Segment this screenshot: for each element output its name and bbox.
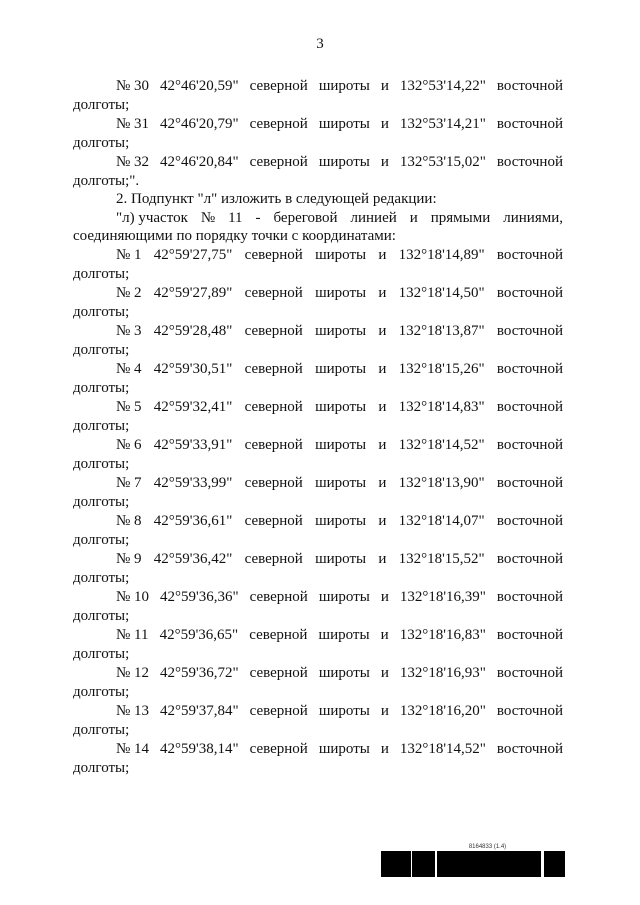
north-word: северной xyxy=(244,247,303,263)
barcode-bar xyxy=(477,851,478,877)
barcode-bar xyxy=(432,851,433,877)
latitude-word: широты xyxy=(318,154,370,170)
latitude-value: 42°59'36,42" xyxy=(153,551,233,567)
latitude-value: 42°46'20,79" xyxy=(160,116,239,132)
longitude-word: долготы; xyxy=(73,722,130,738)
barcode-bar xyxy=(417,851,420,877)
longitude-word: долготы; xyxy=(73,760,130,776)
latitude-value: 42°59'30,51" xyxy=(153,361,233,377)
east-word: восточной xyxy=(496,475,563,491)
and-word: и xyxy=(380,703,389,719)
east-word: восточной xyxy=(496,741,563,757)
barcode-bar xyxy=(394,851,397,877)
barcode-bar xyxy=(455,851,457,877)
barcode-bar xyxy=(548,851,549,877)
latitude-word: широты xyxy=(318,627,370,643)
coordinate-line xyxy=(73,739,563,760)
longitude-word: долготы; xyxy=(73,532,130,548)
coordinate-entry xyxy=(73,114,563,152)
barcode-bar xyxy=(424,851,427,877)
barcode-bar xyxy=(462,851,463,877)
longitude-value: 132°18'13,90" xyxy=(398,475,485,491)
latitude-word: широты xyxy=(318,703,370,719)
coordinate-entry xyxy=(73,625,563,663)
intro-word: прямыми xyxy=(430,210,491,226)
latitude-value: 42°46'20,84" xyxy=(160,154,239,170)
barcode-bar xyxy=(527,851,530,877)
intro-word: № xyxy=(200,210,216,226)
barcode-bar xyxy=(487,851,488,877)
barcode-bar xyxy=(406,851,408,877)
longitude-value: 132°18'14,89" xyxy=(398,247,485,263)
east-word: восточной xyxy=(496,285,563,301)
longitude-value: 132°53'14,21" xyxy=(399,116,486,132)
coordinate-line xyxy=(73,114,563,135)
coordinate-line xyxy=(73,435,563,456)
north-word: северной xyxy=(249,627,308,643)
north-word: северной xyxy=(249,154,308,170)
longitude-value: 132°18'14,50" xyxy=(398,285,485,301)
barcode-bar xyxy=(401,851,404,877)
latitude-value: 42°59'27,75" xyxy=(153,247,233,263)
barcode-bar xyxy=(464,851,466,877)
coordinate-entry xyxy=(73,549,563,587)
longitude-word: долготы; xyxy=(73,304,130,320)
coordinate-line xyxy=(73,321,563,342)
longitude-value: 132°18'14,07" xyxy=(398,513,485,529)
north-word: северной xyxy=(244,513,303,529)
east-word: восточной xyxy=(496,399,563,415)
barcode-bar xyxy=(511,851,514,877)
intro-word: - xyxy=(255,210,261,226)
coordinate-entry xyxy=(73,152,563,190)
coordinate-entry xyxy=(73,397,563,435)
intro-word: и xyxy=(409,210,418,226)
and-word: и xyxy=(380,154,389,170)
longitude-word: долготы;". xyxy=(73,173,140,189)
latitude-word: широты xyxy=(315,247,367,263)
barcode-bar xyxy=(459,851,462,877)
barcode-bar xyxy=(549,851,550,877)
longitude-value: 132°18'16,39" xyxy=(399,589,486,605)
longitude-word: долготы; xyxy=(73,494,130,510)
coordinate-list-1 xyxy=(73,76,563,190)
point-number: № 1 xyxy=(116,247,142,263)
coordinate-line xyxy=(73,76,563,97)
barcode-bar xyxy=(522,851,523,877)
barcode-bar xyxy=(471,851,474,877)
north-word: северной xyxy=(244,437,303,453)
longitude-value: 132°18'14,52" xyxy=(398,437,485,453)
point-number: № 3 xyxy=(116,323,142,339)
coordinate-line xyxy=(73,473,563,494)
barcode-bar xyxy=(405,851,406,877)
intro-word: линией xyxy=(350,210,397,226)
and-word: и xyxy=(378,475,387,491)
north-word: северной xyxy=(249,589,308,605)
intro-word: береговой xyxy=(273,210,338,226)
barcode-bar xyxy=(539,851,540,877)
barcode-bar xyxy=(382,851,384,877)
coordinate-line xyxy=(73,397,563,418)
latitude-value: 42°59'32,41" xyxy=(153,399,233,415)
barcode-bar xyxy=(509,851,511,877)
point-number: № 10 xyxy=(116,589,150,605)
and-word: и xyxy=(378,399,387,415)
latitude-value: 42°59'36,72" xyxy=(160,665,239,681)
document-barcode xyxy=(380,843,565,877)
latitude-value: 42°59'33,91" xyxy=(153,437,233,453)
point-number: № 14 xyxy=(116,741,150,757)
longitude-word: долготы; xyxy=(73,97,130,113)
barcode-label: 8164833 (1.4) xyxy=(468,844,507,850)
north-word: северной xyxy=(244,361,303,377)
north-word: северной xyxy=(244,551,303,567)
coordinate-line xyxy=(73,701,563,722)
barcode-bar xyxy=(536,851,538,877)
barcode-bar xyxy=(530,851,531,877)
latitude-word: широты xyxy=(315,475,367,491)
latitude-word: широты xyxy=(318,116,370,132)
barcode-bar xyxy=(457,851,459,877)
longitude-value: 132°53'15,02" xyxy=(399,154,486,170)
and-word: и xyxy=(380,627,389,643)
and-word: и xyxy=(378,285,387,301)
section-l-intro xyxy=(73,209,563,228)
barcode-bar xyxy=(467,851,470,877)
barcode-bar xyxy=(463,851,464,877)
barcode-bar xyxy=(470,851,471,877)
barcode-bar xyxy=(449,851,452,877)
latitude-value: 42°59'38,14" xyxy=(160,741,239,757)
barcode-bar xyxy=(388,851,391,877)
coordinate-entry xyxy=(73,587,563,625)
latitude-word: широты xyxy=(315,361,367,377)
barcode-bar xyxy=(483,851,485,877)
barcode-bar xyxy=(552,851,554,877)
point-number: № 13 xyxy=(116,703,150,719)
barcode-bar xyxy=(504,851,506,877)
barcode-bar xyxy=(486,851,487,877)
longitude-word: долготы; xyxy=(73,135,130,151)
east-word: восточной xyxy=(496,513,563,529)
latitude-word: широты xyxy=(318,741,370,757)
barcode-bar xyxy=(420,851,422,877)
barcode-bar xyxy=(404,851,405,877)
coordinate-line xyxy=(73,152,563,173)
barcode-bar xyxy=(485,851,486,877)
barcode-bar xyxy=(550,851,552,877)
barcode-bar xyxy=(547,851,548,877)
barcode-bar xyxy=(564,851,565,877)
and-word: и xyxy=(380,665,389,681)
and-word: и xyxy=(378,437,387,453)
east-word: восточной xyxy=(496,78,563,94)
east-word: восточной xyxy=(496,361,563,377)
barcode-bar xyxy=(412,851,414,877)
barcode-bar xyxy=(391,851,394,877)
east-word: восточной xyxy=(496,665,563,681)
north-word: северной xyxy=(249,116,308,132)
barcode-bar xyxy=(506,851,509,877)
barcode-bar xyxy=(523,851,526,877)
and-word: и xyxy=(378,247,387,263)
east-word: восточной xyxy=(496,323,563,339)
barcode-bar xyxy=(437,851,440,877)
north-word: северной xyxy=(249,78,308,94)
point-number: № 11 xyxy=(116,627,149,643)
barcode-bar xyxy=(384,851,385,877)
point-number: № 6 xyxy=(116,437,142,453)
point-number: № 2 xyxy=(116,285,142,301)
and-word: и xyxy=(380,741,389,757)
barcode-image xyxy=(380,851,565,877)
barcode-bar xyxy=(554,851,557,877)
coordinate-line xyxy=(73,625,563,646)
coordinate-entry xyxy=(73,739,563,777)
barcode-bar xyxy=(514,851,517,877)
coordinate-line xyxy=(73,663,563,684)
latitude-word: широты xyxy=(318,589,370,605)
intro-word: линиями, xyxy=(503,210,563,226)
longitude-value: 132°18'16,93" xyxy=(399,665,486,681)
coordinate-entry xyxy=(73,701,563,739)
barcode-bar xyxy=(415,851,417,877)
barcode-bar xyxy=(430,851,432,877)
barcode-bar xyxy=(545,851,547,877)
barcode-bar xyxy=(531,851,533,877)
barcode-bar xyxy=(498,851,501,877)
longitude-word: долготы; xyxy=(73,646,130,662)
latitude-word: широты xyxy=(315,285,367,301)
longitude-value: 132°18'14,52" xyxy=(399,741,486,757)
document-body xyxy=(73,76,563,777)
barcode-bar xyxy=(488,851,490,877)
and-word: и xyxy=(378,361,387,377)
longitude-value: 132°18'15,26" xyxy=(398,361,485,377)
longitude-word: долготы; xyxy=(73,418,130,434)
and-word: и xyxy=(380,589,389,605)
latitude-word: широты xyxy=(315,323,367,339)
barcode-bar xyxy=(474,851,477,877)
and-word: и xyxy=(378,513,387,529)
latitude-value: 42°59'33,99" xyxy=(153,475,233,491)
barcode-bar xyxy=(444,851,446,877)
barcode-bar xyxy=(526,851,527,877)
east-word: восточной xyxy=(496,703,563,719)
north-word: северной xyxy=(244,285,303,301)
coordinate-line xyxy=(73,549,563,570)
barcode-bar xyxy=(517,851,519,877)
longitude-value: 132°18'16,83" xyxy=(399,627,486,643)
barcode-bar xyxy=(490,851,492,877)
paragraph-2-heading: 2. Подпункт "л" изложить в следующей редакции: xyxy=(116,191,437,207)
longitude-value: 132°18'15,52" xyxy=(398,551,485,567)
longitude-word: долготы; xyxy=(73,570,130,586)
north-word: северной xyxy=(244,323,303,339)
latitude-value: 42°59'28,48" xyxy=(153,323,233,339)
coordinate-line xyxy=(73,511,563,532)
barcode-bar xyxy=(397,851,398,877)
point-number: № 8 xyxy=(116,513,142,529)
barcode-bar xyxy=(481,851,483,877)
barcode-bar xyxy=(408,851,410,877)
point-number: № 31 xyxy=(116,116,150,132)
east-word: восточной xyxy=(496,437,563,453)
coordinate-line xyxy=(73,283,563,304)
north-word: северной xyxy=(249,741,308,757)
barcode-bar xyxy=(441,851,444,877)
latitude-value: 42°46'20,59" xyxy=(160,78,239,94)
barcode-bar xyxy=(398,851,401,877)
barcode-bar xyxy=(414,851,415,877)
north-word: северной xyxy=(244,475,303,491)
longitude-word: долготы; xyxy=(73,380,130,396)
coordinate-entry xyxy=(73,435,563,473)
barcode-bar xyxy=(501,851,504,877)
barcode-bar xyxy=(433,851,435,877)
point-number: № 5 xyxy=(116,399,142,415)
barcode-bar xyxy=(557,851,558,877)
latitude-word: широты xyxy=(315,399,367,415)
coordinate-entry xyxy=(73,321,563,359)
barcode-bar xyxy=(496,851,498,877)
and-word: и xyxy=(380,116,389,132)
east-word: восточной xyxy=(496,589,563,605)
barcode-bar xyxy=(479,851,481,877)
barcode-bar xyxy=(519,851,522,877)
coordinate-entry xyxy=(73,663,563,701)
latitude-value: 42°59'36,61" xyxy=(153,513,233,529)
page-number: 3 xyxy=(316,36,324,52)
point-number: № 32 xyxy=(116,154,150,170)
coordinate-entry xyxy=(73,473,563,511)
barcode-bar xyxy=(466,851,467,877)
longitude-value: 132°18'14,83" xyxy=(398,399,485,415)
barcode-bar xyxy=(561,851,562,877)
point-number: № 12 xyxy=(116,665,150,681)
barcode-bar xyxy=(538,851,539,877)
barcode-bar xyxy=(533,851,536,877)
coordinate-entry xyxy=(73,283,563,321)
north-word: северной xyxy=(249,703,308,719)
longitude-value: 132°18'16,20" xyxy=(399,703,486,719)
coordinate-line xyxy=(73,245,563,266)
barcode-bar xyxy=(381,851,382,877)
east-word: восточной xyxy=(496,247,563,263)
north-word: северной xyxy=(249,665,308,681)
and-word: и xyxy=(380,78,389,94)
east-word: восточной xyxy=(496,627,563,643)
longitude-word: долготы; xyxy=(73,684,130,700)
latitude-value: 42°59'36,65" xyxy=(159,627,239,643)
barcode-bar xyxy=(562,851,564,877)
barcode-bar xyxy=(428,851,429,877)
barcode-bar xyxy=(446,851,449,877)
east-word: восточной xyxy=(496,551,563,567)
east-word: восточной xyxy=(496,154,563,170)
east-word: восточной xyxy=(496,116,563,132)
barcode-bar xyxy=(452,851,455,877)
latitude-value: 42°59'27,89" xyxy=(153,285,233,301)
coordinate-entry xyxy=(73,76,563,114)
latitude-word: широты xyxy=(318,78,370,94)
barcode-bar xyxy=(492,851,495,877)
latitude-word: широты xyxy=(315,437,367,453)
point-number: № 7 xyxy=(116,475,142,491)
barcode-bar xyxy=(422,851,424,877)
coordinate-entry xyxy=(73,245,563,283)
latitude-word: широты xyxy=(315,551,367,567)
and-word: и xyxy=(378,323,387,339)
longitude-word: долготы; xyxy=(73,608,130,624)
point-number: № 9 xyxy=(116,551,142,567)
point-number: № 4 xyxy=(116,361,142,377)
barcode-bar xyxy=(385,851,388,877)
coordinate-line xyxy=(73,359,563,380)
barcode-bar xyxy=(495,851,496,877)
barcode-bar xyxy=(440,851,441,877)
longitude-word: долготы; xyxy=(73,266,130,282)
barcode-bar xyxy=(540,851,541,877)
barcode-bar xyxy=(478,851,479,877)
intro-word: 11 xyxy=(228,210,243,226)
barcode-bar xyxy=(427,851,428,877)
longitude-value: 132°18'13,87" xyxy=(398,323,485,339)
north-word: северной xyxy=(244,399,303,415)
longitude-word: долготы; xyxy=(73,342,130,358)
barcode-bar xyxy=(429,851,430,877)
coordinate-entry xyxy=(73,359,563,397)
longitude-word: долготы; xyxy=(73,456,130,472)
barcode-bar xyxy=(558,851,561,877)
point-number: № 30 xyxy=(116,78,150,94)
latitude-word: широты xyxy=(315,513,367,529)
longitude-value: 132°53'14,22" xyxy=(399,78,486,94)
coordinate-entry xyxy=(73,511,563,549)
latitude-value: 42°59'36,36" xyxy=(160,589,239,605)
intro-word: "л) участок xyxy=(116,210,188,226)
barcode-bar xyxy=(410,851,411,877)
latitude-word: широты xyxy=(318,665,370,681)
latitude-value: 42°59'37,84" xyxy=(160,703,239,719)
and-word: и xyxy=(378,551,387,567)
coordinate-line xyxy=(73,587,563,608)
section-l-intro-continued: соединяющими по порядку точки с координатами: xyxy=(73,228,396,244)
coordinate-list-2 xyxy=(73,245,563,777)
barcode-bar xyxy=(544,851,545,877)
